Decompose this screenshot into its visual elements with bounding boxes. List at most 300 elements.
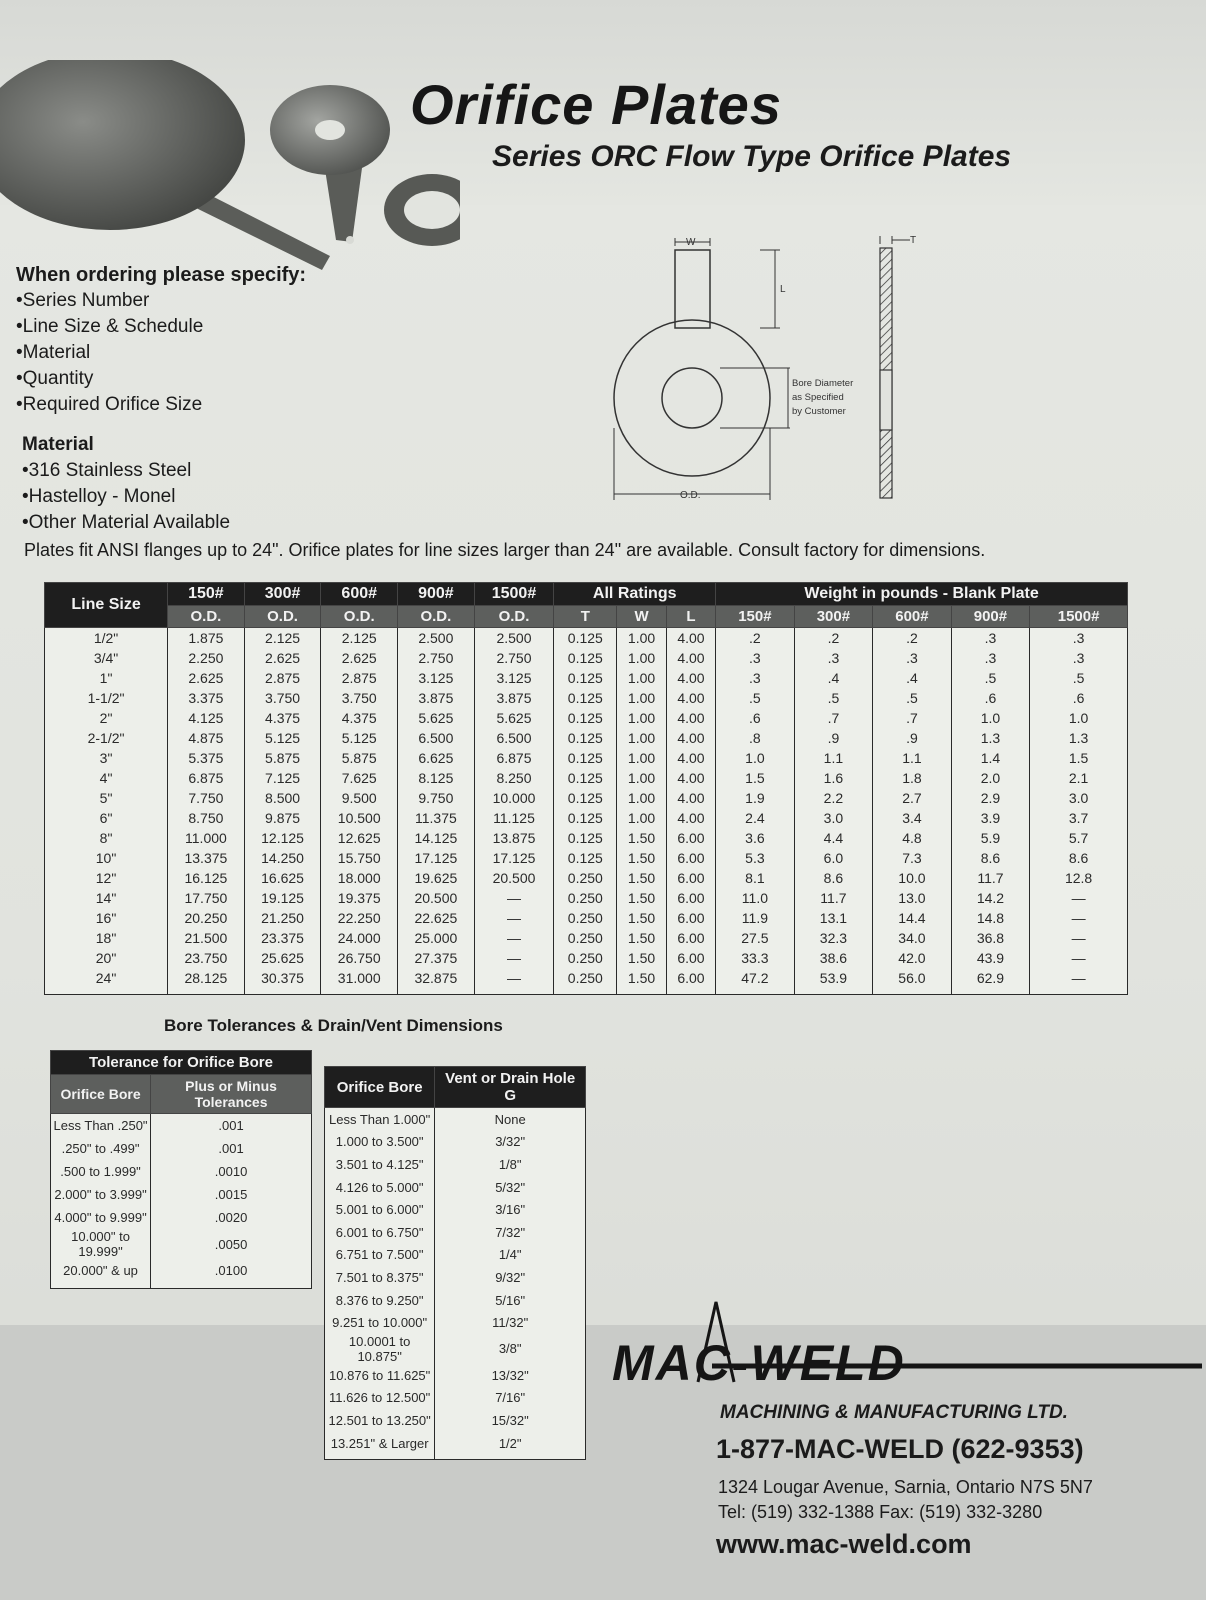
table-cell: .5 [716, 688, 795, 708]
table-cell: 2.250 [168, 648, 245, 668]
table-cell: .0050 [151, 1229, 312, 1259]
table-cell: — [1030, 948, 1128, 968]
col-weight-300: 300# [794, 606, 873, 628]
table-cell: 9/32" [435, 1266, 586, 1289]
table-cell: 11/32" [435, 1311, 586, 1334]
table-cell: 21.500 [168, 928, 245, 948]
table-cell: 7.3 [873, 848, 952, 868]
table-cell: 4.875 [168, 728, 245, 748]
table-cell: .4 [873, 668, 952, 688]
table-cell: 13.1 [794, 908, 873, 928]
table-cell: 1/4" [435, 1244, 586, 1267]
table-cell: 6.00 [666, 908, 715, 928]
table-cell: 10.000 [474, 788, 554, 808]
table-cell: 3/4" [45, 648, 168, 668]
table-cell: 5/32" [435, 1176, 586, 1199]
table-cell: 8.500 [244, 788, 321, 808]
table-cell: 8.376 to 9.250" [325, 1289, 435, 1312]
table-row [325, 1244, 586, 1267]
table-cell: 36.8 [951, 928, 1030, 948]
table-cell: 3.750 [321, 688, 398, 708]
table-cell: 1/8" [435, 1153, 586, 1176]
col-weight-600: 600# [873, 606, 952, 628]
table-cell: .8 [716, 728, 795, 748]
table-cell: 30.375 [244, 968, 321, 995]
table-cell: 1.50 [617, 948, 666, 968]
col-drain-hole: Vent or Drain Hole G [435, 1067, 586, 1108]
table-cell: .3 [794, 648, 873, 668]
table-cell: 1-1/2" [45, 688, 168, 708]
table-cell: 4" [45, 768, 168, 788]
table-cell: 6.00 [666, 828, 715, 848]
table-cell: 6.751 to 7.500" [325, 1244, 435, 1267]
table-cell: 1.00 [617, 668, 666, 688]
table-cell: .6 [1030, 688, 1128, 708]
table-cell: 3.0 [1030, 788, 1128, 808]
table-cell: 6.875 [474, 748, 554, 768]
list-item: • Other Material Available [22, 510, 230, 536]
table-cell: .4 [794, 668, 873, 688]
table-cell: .250" to .499" [51, 1137, 151, 1160]
table-cell: — [474, 968, 554, 995]
table-cell: 8.6 [951, 848, 1030, 868]
table-cell: 26.750 [321, 948, 398, 968]
table-row [325, 1334, 586, 1364]
bore-note-line1: Bore Diameter [792, 378, 854, 389]
table-cell: 5.7 [1030, 828, 1128, 848]
table-cell: 3.875 [474, 688, 554, 708]
table-cell: .6 [951, 688, 1030, 708]
table-cell: 5" [45, 788, 168, 808]
table-cell: 31.000 [321, 968, 398, 995]
list-item: • Hastelloy - Monel [22, 484, 230, 510]
table-cell: 2.2 [794, 788, 873, 808]
table-cell: 28.125 [168, 968, 245, 995]
table-cell: — [474, 948, 554, 968]
table-row [325, 1364, 586, 1387]
table-cell: .001 [151, 1114, 312, 1138]
table-row [45, 828, 1128, 848]
table-cell: 13/32" [435, 1364, 586, 1387]
table-cell: 6.00 [666, 868, 715, 888]
table-cell: 1" [45, 668, 168, 688]
table-cell: 1.00 [617, 708, 666, 728]
table-cell: 3/16" [435, 1198, 586, 1221]
table-cell: 2.1 [1030, 768, 1128, 788]
table-cell: 17.125 [398, 848, 475, 868]
table-cell: 5.3 [716, 848, 795, 868]
table-cell: 4.00 [666, 808, 715, 828]
table-cell: 1.0 [716, 748, 795, 768]
table-cell: 13.875 [474, 828, 554, 848]
col-l: L [666, 606, 715, 628]
table-row [325, 1221, 586, 1244]
table-cell: 9.875 [244, 808, 321, 828]
table-cell: 1.50 [617, 968, 666, 995]
col-orifice-bore: Orifice Bore [325, 1067, 435, 1108]
table-cell: 2.750 [398, 648, 475, 668]
table-cell: 1.3 [1030, 728, 1128, 748]
table-cell: 6.00 [666, 968, 715, 995]
table-cell: .0015 [151, 1183, 312, 1206]
table-cell: 2.625 [168, 668, 245, 688]
table-cell: 11.125 [474, 808, 554, 828]
table-cell: 8.6 [1030, 848, 1128, 868]
table-cell: 25.000 [398, 928, 475, 948]
table-cell: 1.00 [617, 628, 666, 649]
table-cell: 12.625 [321, 828, 398, 848]
table-cell: 6.625 [398, 748, 475, 768]
table-cell: 11.7 [951, 868, 1030, 888]
table-cell: 6.00 [666, 888, 715, 908]
col-od: O.D. [321, 606, 398, 628]
table-cell: 20.500 [474, 868, 554, 888]
list-item: • Line Size & Schedule [16, 314, 306, 340]
table-cell: 4.00 [666, 688, 715, 708]
table-cell: 6.00 [666, 848, 715, 868]
tolerance-table [50, 1050, 312, 1289]
col-weight-900: 900# [951, 606, 1030, 628]
table-cell: .5 [873, 688, 952, 708]
table-cell: 19.125 [244, 888, 321, 908]
table-cell: 3.125 [474, 668, 554, 688]
table-cell: 5.125 [244, 728, 321, 748]
table-row [51, 1206, 312, 1229]
table-cell: 2.4 [716, 808, 795, 828]
table-row [325, 1131, 586, 1154]
table-cell: .7 [794, 708, 873, 728]
ordering-list [16, 262, 306, 418]
table-cell: 2.500 [474, 628, 554, 649]
table-cell: 4.126 to 5.000" [325, 1176, 435, 1199]
col-t: T [554, 606, 617, 628]
table-cell: 0.125 [554, 628, 617, 649]
table-cell: 0.125 [554, 748, 617, 768]
table-cell: 2.625 [244, 648, 321, 668]
table-cell: 6.875 [168, 768, 245, 788]
table-row [45, 888, 1128, 908]
table-cell: .7 [873, 708, 952, 728]
table-cell: 0.125 [554, 828, 617, 848]
table-row [325, 1266, 586, 1289]
table-cell: 24" [45, 968, 168, 995]
table-cell: 4.00 [666, 768, 715, 788]
table-cell: 0.250 [554, 868, 617, 888]
table-cell: 1.00 [617, 728, 666, 748]
table-cell: 13.251" & Larger [325, 1432, 435, 1460]
table-cell: 4.8 [873, 828, 952, 848]
table-cell: — [1030, 908, 1128, 928]
table-row [325, 1108, 586, 1131]
table-cell: 3" [45, 748, 168, 768]
table-cell: 11.9 [716, 908, 795, 928]
table-cell: 2.7 [873, 788, 952, 808]
col-tolerance: Plus or Minus Tolerances [151, 1075, 312, 1114]
table-row [325, 1311, 586, 1334]
table-cell: 20.500 [398, 888, 475, 908]
t-label: T [910, 235, 917, 246]
table-cell: 19.625 [398, 868, 475, 888]
bore-tolerance-caption: Bore Tolerances & Drain/Vent Dimensions [164, 1016, 503, 1035]
table-cell: .5 [1030, 668, 1128, 688]
company-address: 1324 Lougar Avenue, Sarnia, Ontario N7S 5N7 [718, 1477, 1093, 1497]
table-cell: 3.375 [168, 688, 245, 708]
table-cell: — [1030, 888, 1128, 908]
table-cell: 9.500 [321, 788, 398, 808]
table-cell: 13.0 [873, 888, 952, 908]
table-row [51, 1259, 312, 1289]
table-cell: 11.626 to 12.500" [325, 1387, 435, 1410]
table-cell: .500 to 1.999" [51, 1160, 151, 1183]
table-cell: 3.0 [794, 808, 873, 828]
table-cell: 20.000" & up [51, 1259, 151, 1289]
table-row [45, 808, 1128, 828]
table-cell: .6 [716, 708, 795, 728]
table-cell: 7.750 [168, 788, 245, 808]
table-cell: 5.875 [244, 748, 321, 768]
col-od: O.D. [474, 606, 554, 628]
table-cell: .3 [1030, 648, 1128, 668]
table-cell: 14.2 [951, 888, 1030, 908]
table-row [51, 1114, 312, 1138]
table-cell: 7/32" [435, 1221, 586, 1244]
table-cell: .9 [873, 728, 952, 748]
col-od: O.D. [244, 606, 321, 628]
tolerance-table-title: Tolerance for Orifice Bore [51, 1051, 312, 1075]
table-cell: 22.625 [398, 908, 475, 928]
table-cell: .3 [716, 648, 795, 668]
table-cell: 23.375 [244, 928, 321, 948]
table-row [325, 1409, 586, 1432]
table-row [51, 1229, 312, 1259]
table-cell: 0.125 [554, 668, 617, 688]
table-cell: 3.7 [1030, 808, 1128, 828]
table-row [45, 968, 1128, 995]
table-cell: 7.625 [321, 768, 398, 788]
table-cell: 12.501 to 13.250" [325, 1409, 435, 1432]
table-cell: 2.500 [398, 628, 475, 649]
table-cell: 4.00 [666, 648, 715, 668]
table-cell: 1.00 [617, 768, 666, 788]
table-cell: 1.9 [716, 788, 795, 808]
table-cell: 0.250 [554, 908, 617, 928]
table-cell: 14" [45, 888, 168, 908]
table-cell: 43.9 [951, 948, 1030, 968]
table-cell: 3.4 [873, 808, 952, 828]
table-cell: .2 [716, 628, 795, 649]
table-cell: 5.625 [474, 708, 554, 728]
table-cell: 56.0 [873, 968, 952, 995]
table-cell: 5/16" [435, 1289, 586, 1312]
col-od: O.D. [168, 606, 245, 628]
table-cell: 10.0001 to 10.875" [325, 1334, 435, 1364]
table-cell: .0100 [151, 1259, 312, 1289]
table-cell: Less Than .250" [51, 1114, 151, 1138]
w-label: W [686, 237, 696, 248]
table-cell: 38.6 [794, 948, 873, 968]
table-cell: — [1030, 968, 1128, 995]
table-cell: 3.501 to 4.125" [325, 1153, 435, 1176]
table-cell: 6.00 [666, 928, 715, 948]
table-cell: Less Than 1.000" [325, 1108, 435, 1131]
table-cell: 8.125 [398, 768, 475, 788]
table-cell: 23.750 [168, 948, 245, 968]
table-cell: 42.0 [873, 948, 952, 968]
col-weight-150: 150# [716, 606, 795, 628]
table-row [325, 1153, 586, 1176]
page-subtitle: Series ORC Flow Type Orifice Plates [492, 140, 1012, 173]
table-cell: 2.125 [321, 628, 398, 649]
table-cell: 9.750 [398, 788, 475, 808]
ordering-heading: When ordering please specify: [16, 264, 307, 286]
table-body [51, 1114, 312, 1289]
table-row [45, 668, 1128, 688]
table-cell: 6.500 [398, 728, 475, 748]
table-cell: 0.250 [554, 928, 617, 948]
table-cell: 20" [45, 948, 168, 968]
table-cell: 0.125 [554, 788, 617, 808]
list-item: • 316 Stainless Steel [22, 458, 230, 484]
table-cell: 1.00 [617, 748, 666, 768]
table-cell: .5 [951, 668, 1030, 688]
table-cell: 14.125 [398, 828, 475, 848]
table-cell: 14.4 [873, 908, 952, 928]
table-cell: 2.9 [951, 788, 1030, 808]
table-cell: 8.750 [168, 808, 245, 828]
table-cell: 1.5 [1030, 748, 1128, 768]
table-cell: 8.6 [794, 868, 873, 888]
table-cell: 1.1 [794, 748, 873, 768]
table-cell: 62.9 [951, 968, 1030, 995]
table-cell: 7.501 to 8.375" [325, 1266, 435, 1289]
table-cell: 1.8 [873, 768, 952, 788]
table-cell: 10.876 to 11.625" [325, 1364, 435, 1387]
table-cell: 0.125 [554, 808, 617, 828]
table-cell: 2.000" to 3.999" [51, 1183, 151, 1206]
table-cell: 3.875 [398, 688, 475, 708]
table-cell: 34.0 [873, 928, 952, 948]
table-cell: .5 [794, 688, 873, 708]
od-label: O.D. [680, 490, 701, 501]
table-row [325, 1176, 586, 1199]
table-cell: 18" [45, 928, 168, 948]
table-cell: 47.2 [716, 968, 795, 995]
company-phone: 1-877-MAC-WELD (622-9353) [716, 1434, 1084, 1464]
table-cell: 11.375 [398, 808, 475, 828]
table-cell: 6.00 [666, 948, 715, 968]
table-cell: 11.0 [716, 888, 795, 908]
col-1500: 1500# [474, 583, 554, 606]
table-cell: 4.00 [666, 748, 715, 768]
col-od: O.D. [398, 606, 475, 628]
table-cell: 2.875 [321, 668, 398, 688]
table-cell: 1.4 [951, 748, 1030, 768]
table-cell: 5.625 [398, 708, 475, 728]
table-cell: 15/32" [435, 1409, 586, 1432]
table-cell: 20.250 [168, 908, 245, 928]
table-cell: 16" [45, 908, 168, 928]
table-cell: 3.6 [716, 828, 795, 848]
table-row [45, 728, 1128, 748]
table-row [51, 1160, 312, 1183]
table-cell: 1.50 [617, 828, 666, 848]
table-row [325, 1432, 586, 1460]
table-cell: 7/16" [435, 1387, 586, 1410]
table-cell: 0.250 [554, 968, 617, 995]
table-cell: 2.625 [321, 648, 398, 668]
table-cell: 3.9 [951, 808, 1030, 828]
table-cell: 2-1/2" [45, 728, 168, 748]
table-cell: 4.00 [666, 728, 715, 748]
table-cell: 0.250 [554, 888, 617, 908]
table-cell: 1.0 [951, 708, 1030, 728]
table-cell: 16.125 [168, 868, 245, 888]
table-cell: 0.125 [554, 648, 617, 668]
table-cell: None [435, 1108, 586, 1131]
table-cell: .0020 [151, 1206, 312, 1229]
table-cell: 1.00 [617, 788, 666, 808]
table-cell: 3/32" [435, 1131, 586, 1154]
table-cell: 19.375 [321, 888, 398, 908]
table-cell: 4.00 [666, 788, 715, 808]
table-cell: 6.001 to 6.750" [325, 1221, 435, 1244]
col-line-size: Line Size [45, 583, 168, 628]
table-row [325, 1289, 586, 1312]
company-website[interactable]: www.mac-weld.com [716, 1529, 972, 1559]
table-cell: 14.250 [244, 848, 321, 868]
table-cell: 1.50 [617, 908, 666, 928]
table-row [325, 1198, 586, 1221]
table-cell: .2 [873, 628, 952, 649]
table-cell: 16.625 [244, 868, 321, 888]
table-row [51, 1183, 312, 1206]
table-cell: .3 [716, 668, 795, 688]
table-cell: 1/2" [435, 1432, 586, 1460]
table-cell: 11.7 [794, 888, 873, 908]
table-cell: 4.00 [666, 628, 715, 649]
table-cell: 4.000" to 9.999" [51, 1206, 151, 1229]
material-heading: Material [22, 434, 94, 455]
table-cell: 10.500 [321, 808, 398, 828]
table-cell: 12.8 [1030, 868, 1128, 888]
table-cell: 1.6 [794, 768, 873, 788]
table-cell: 1.5 [716, 768, 795, 788]
table-cell: 0.125 [554, 728, 617, 748]
table-body [45, 628, 1128, 995]
table-row [45, 768, 1128, 788]
table-cell: 1/2" [45, 628, 168, 649]
material-list [22, 432, 230, 536]
list-item: • Series Number [16, 288, 306, 314]
table-cell: 53.9 [794, 968, 873, 995]
company-tagline: MACHINING & MANUFACTURING LTD. [720, 1402, 1068, 1423]
table-cell: 1.3 [951, 728, 1030, 748]
table-cell: 5.001 to 6.000" [325, 1198, 435, 1221]
table-cell: 12.125 [244, 828, 321, 848]
col-all-ratings: All Ratings [554, 583, 716, 606]
table-row [45, 848, 1128, 868]
table-cell: 1.00 [617, 688, 666, 708]
table-cell: 8.250 [474, 768, 554, 788]
list-item: • Material [16, 340, 306, 366]
bore-note-line3: by Customer [792, 406, 846, 417]
l-label: L [780, 284, 786, 295]
table-cell: 11.000 [168, 828, 245, 848]
table-cell: 0.125 [554, 848, 617, 868]
table-cell: — [1030, 928, 1128, 948]
table-cell: 0.125 [554, 708, 617, 728]
table-cell: 2.750 [474, 648, 554, 668]
